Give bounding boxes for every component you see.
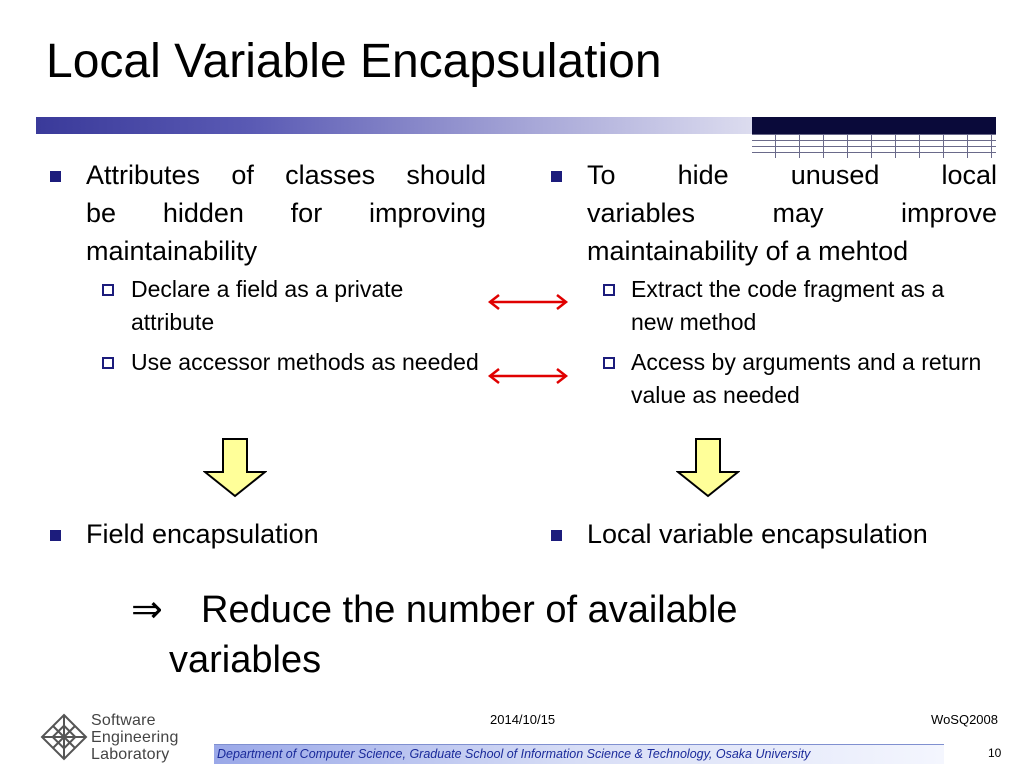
hollow-square-bullet-icon (603, 357, 615, 369)
word: improve (900, 198, 997, 228)
word: Attributes (86, 160, 201, 190)
logo-text-line: Engineering (91, 729, 179, 746)
word: hidden (162, 198, 244, 228)
footer-date: 2014/10/15 (490, 712, 556, 727)
right-main-bullet (547, 156, 997, 270)
right-main-line-2 (587, 194, 997, 232)
footer-department-text: Department of Computer Science, Graduate School of Information Science & Technology, Osaka University (217, 747, 811, 761)
right-sub-bullet-1-text: Extract the code fragment as a new method (631, 276, 945, 335)
right-result-text: Local variable encapsulation (587, 519, 928, 549)
left-result-bullet (46, 515, 319, 553)
page-number: 10 (988, 746, 1002, 760)
right-sub-bullet-2-text: Access by arguments and a return value as needed (631, 349, 982, 408)
left-result-text: Field encapsulation (86, 519, 319, 549)
word: for (290, 198, 323, 228)
square-bullet-icon (50, 171, 61, 182)
word: be (86, 198, 117, 228)
left-sub-bullet-2-text: Use accessor methods as needed (131, 349, 479, 375)
logo-text-line: Laboratory (91, 746, 170, 763)
left-main-line-2 (86, 194, 486, 232)
right-main-line-1 (587, 156, 997, 194)
slide-title: Local Variable Encapsulation (46, 35, 662, 88)
left-main-line-3: maintainability (86, 236, 258, 266)
left-main-bullet (46, 156, 486, 270)
word: classes (285, 160, 376, 190)
square-bullet-icon (551, 171, 562, 182)
double-headed-arrow-icon (487, 368, 569, 384)
word: local (941, 160, 997, 190)
logo-text (91, 712, 179, 763)
word: hide (677, 160, 729, 190)
left-column (46, 156, 486, 379)
word: should (406, 160, 486, 190)
hollow-square-bullet-icon (603, 284, 615, 296)
footer-department-bar (214, 744, 944, 764)
right-sub-bullet-2 (547, 346, 991, 412)
left-sub-bullet-1 (46, 273, 486, 339)
left-sub-bullet-2 (46, 346, 486, 379)
conclusion (131, 585, 891, 685)
conclusion-line-2: variables (169, 639, 322, 681)
implies-symbol: ⇒ (131, 589, 163, 631)
word: To (587, 160, 616, 190)
right-column (547, 156, 997, 412)
left-sub-bullet-1-text: Declare a field as a private attribute (131, 276, 404, 335)
hollow-square-bullet-icon (102, 284, 114, 296)
right-main-line-3: maintainability of a mehtod (587, 236, 909, 266)
word: may (772, 198, 824, 228)
down-arrow-icon (203, 438, 267, 498)
left-main-line-1 (86, 156, 486, 194)
title-accent-block (752, 117, 996, 134)
conclusion-text-1: Reduce the number of available (201, 589, 738, 631)
word: of (231, 160, 254, 190)
word: unused (790, 160, 880, 190)
square-bullet-icon (551, 530, 562, 541)
down-arrow-icon (676, 438, 740, 498)
double-headed-arrow-icon (487, 294, 569, 310)
square-bullet-icon (50, 530, 61, 541)
word: variables (587, 198, 696, 228)
logo-text-line: Software (91, 712, 156, 729)
hollow-square-bullet-icon (102, 357, 114, 369)
title-accent-grid (752, 134, 996, 158)
footer-conference: WoSQ2008 (931, 712, 998, 727)
right-result-bullet (547, 515, 928, 553)
word: improving (368, 198, 486, 228)
conclusion-line-1 (131, 585, 891, 635)
title-underline-bar (36, 117, 752, 134)
right-sub-bullet-1 (547, 273, 961, 339)
